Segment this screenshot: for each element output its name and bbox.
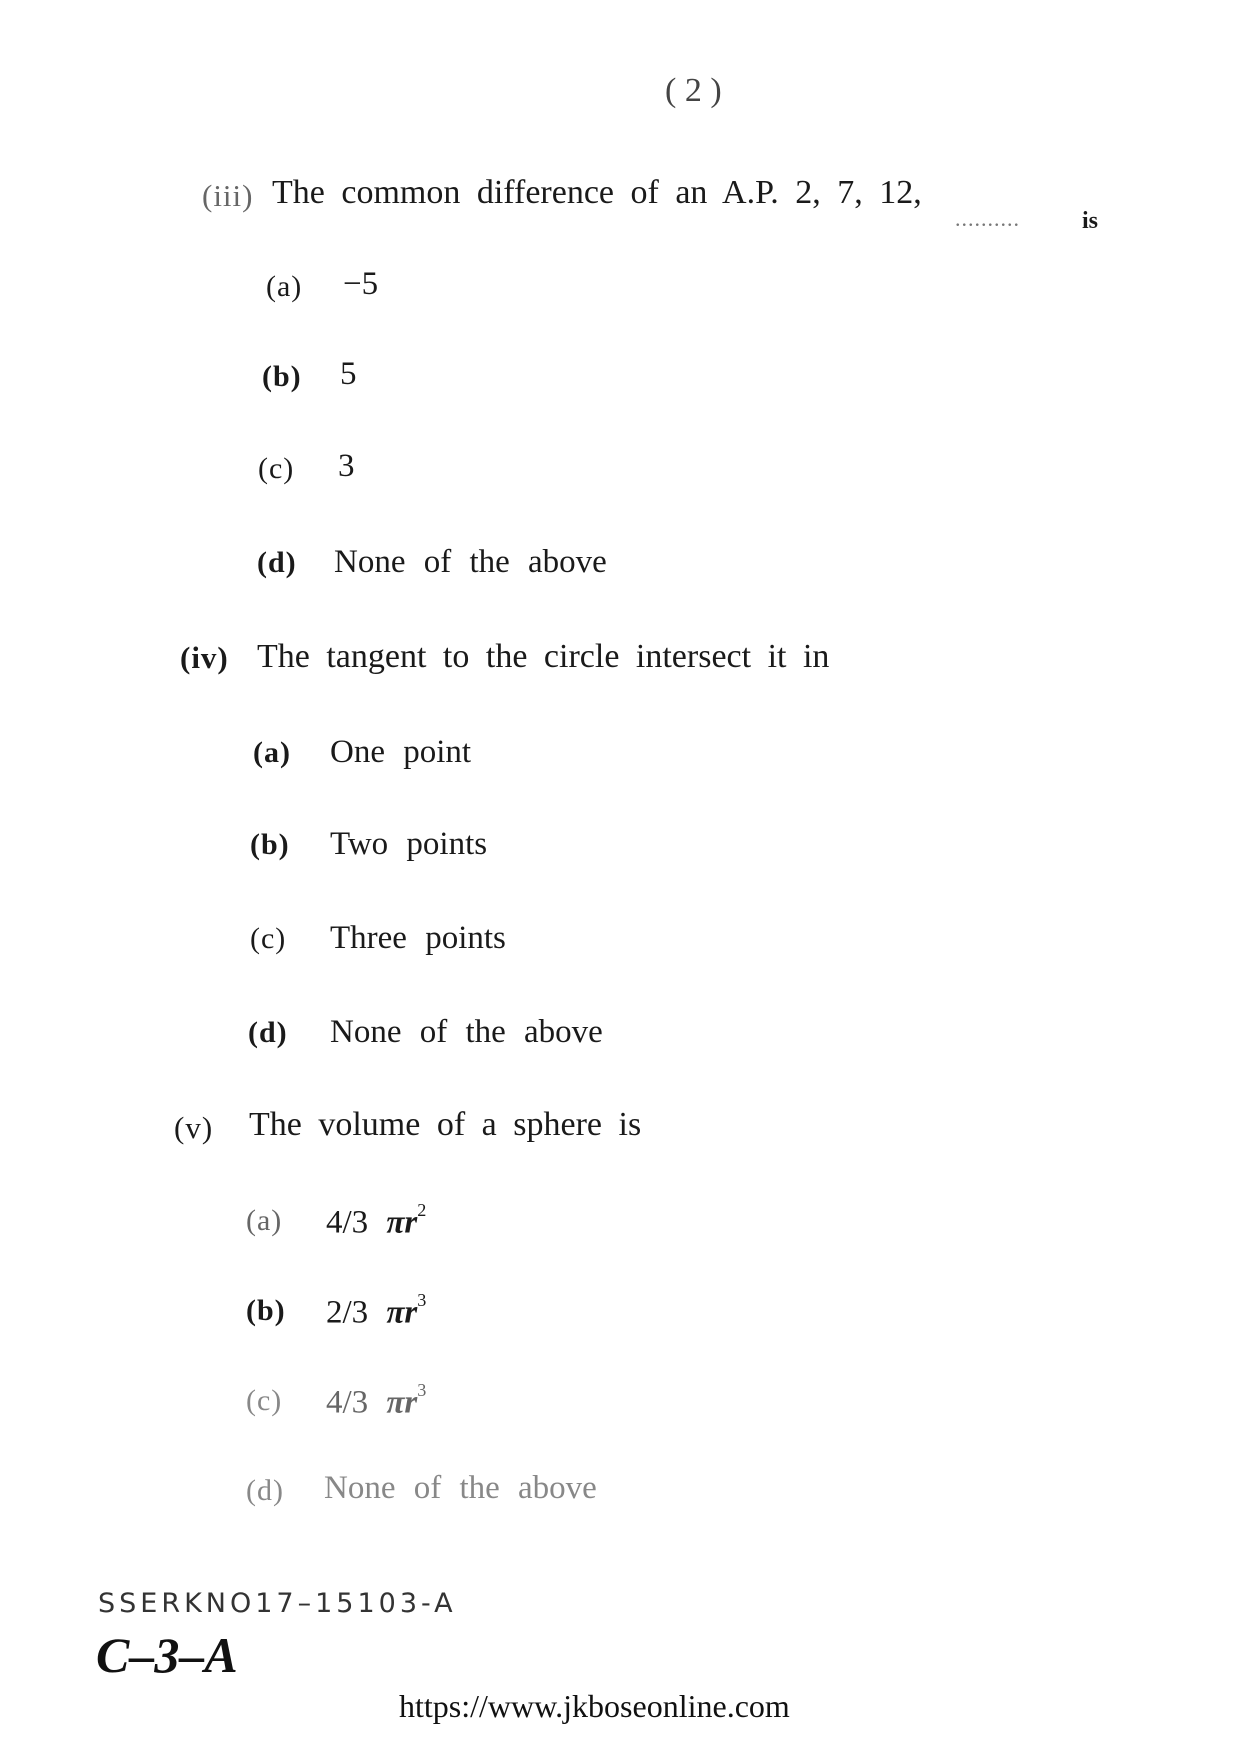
set-code: C–3–A	[96, 1627, 238, 1683]
question-text: The common difference of an A.P. 2, 7, 12,	[272, 174, 922, 211]
blank-dots: ..........	[955, 206, 1020, 231]
option-text: None of the above	[324, 1470, 597, 1506]
formula	[326, 1380, 426, 1421]
option-label: (a)	[246, 1204, 283, 1237]
option-label: (b)	[246, 1294, 286, 1327]
option-label: (c)	[246, 1384, 283, 1417]
formula-exponent: 2	[417, 1200, 427, 1220]
option-label: (c)	[258, 452, 295, 485]
pi-r-symbol: πr	[386, 1204, 418, 1241]
option-label: (a)	[266, 270, 303, 303]
formula-coefficient: 2/3	[326, 1294, 369, 1331]
source-url[interactable]: https://www.jkboseonline.com	[399, 1688, 790, 1724]
formula	[326, 1200, 426, 1241]
formula-exponent: 3	[417, 1380, 427, 1400]
paper-code: SSERKNO17–15103-A	[98, 1588, 457, 1619]
option-text: −5	[343, 266, 379, 302]
pi-r-symbol: πr	[386, 1294, 418, 1331]
option-text: 5	[340, 356, 357, 392]
formula-coefficient: 4/3	[326, 1204, 369, 1241]
option-label: (b)	[262, 360, 302, 393]
option-text: 3	[338, 448, 355, 484]
option-text: None of the above	[334, 544, 607, 580]
option-label: (d)	[248, 1016, 288, 1049]
option-label: (c)	[250, 922, 287, 955]
option-text: Three points	[330, 920, 506, 956]
page-number: ( 2 )	[665, 72, 722, 109]
option-label: (d)	[257, 546, 297, 579]
question-suffix: is	[1082, 208, 1099, 234]
question-number: (iv)	[180, 640, 229, 675]
question-text: The volume of a sphere is	[249, 1106, 642, 1143]
formula-coefficient: 4/3	[326, 1384, 369, 1421]
formula-exponent: 3	[417, 1290, 427, 1310]
option-label: (b)	[250, 828, 290, 861]
question-number: (v)	[174, 1110, 214, 1145]
question-number: (iii)	[202, 178, 254, 213]
pi-r-symbol: πr	[386, 1384, 418, 1421]
option-text: None of the above	[330, 1014, 603, 1050]
option-label: (d)	[246, 1474, 284, 1507]
question-text: The tangent to the circle intersect it in	[257, 638, 830, 675]
option-text: One point	[330, 734, 472, 770]
option-label: (a)	[253, 736, 291, 769]
formula	[326, 1290, 426, 1331]
option-text: Two points	[330, 826, 488, 862]
